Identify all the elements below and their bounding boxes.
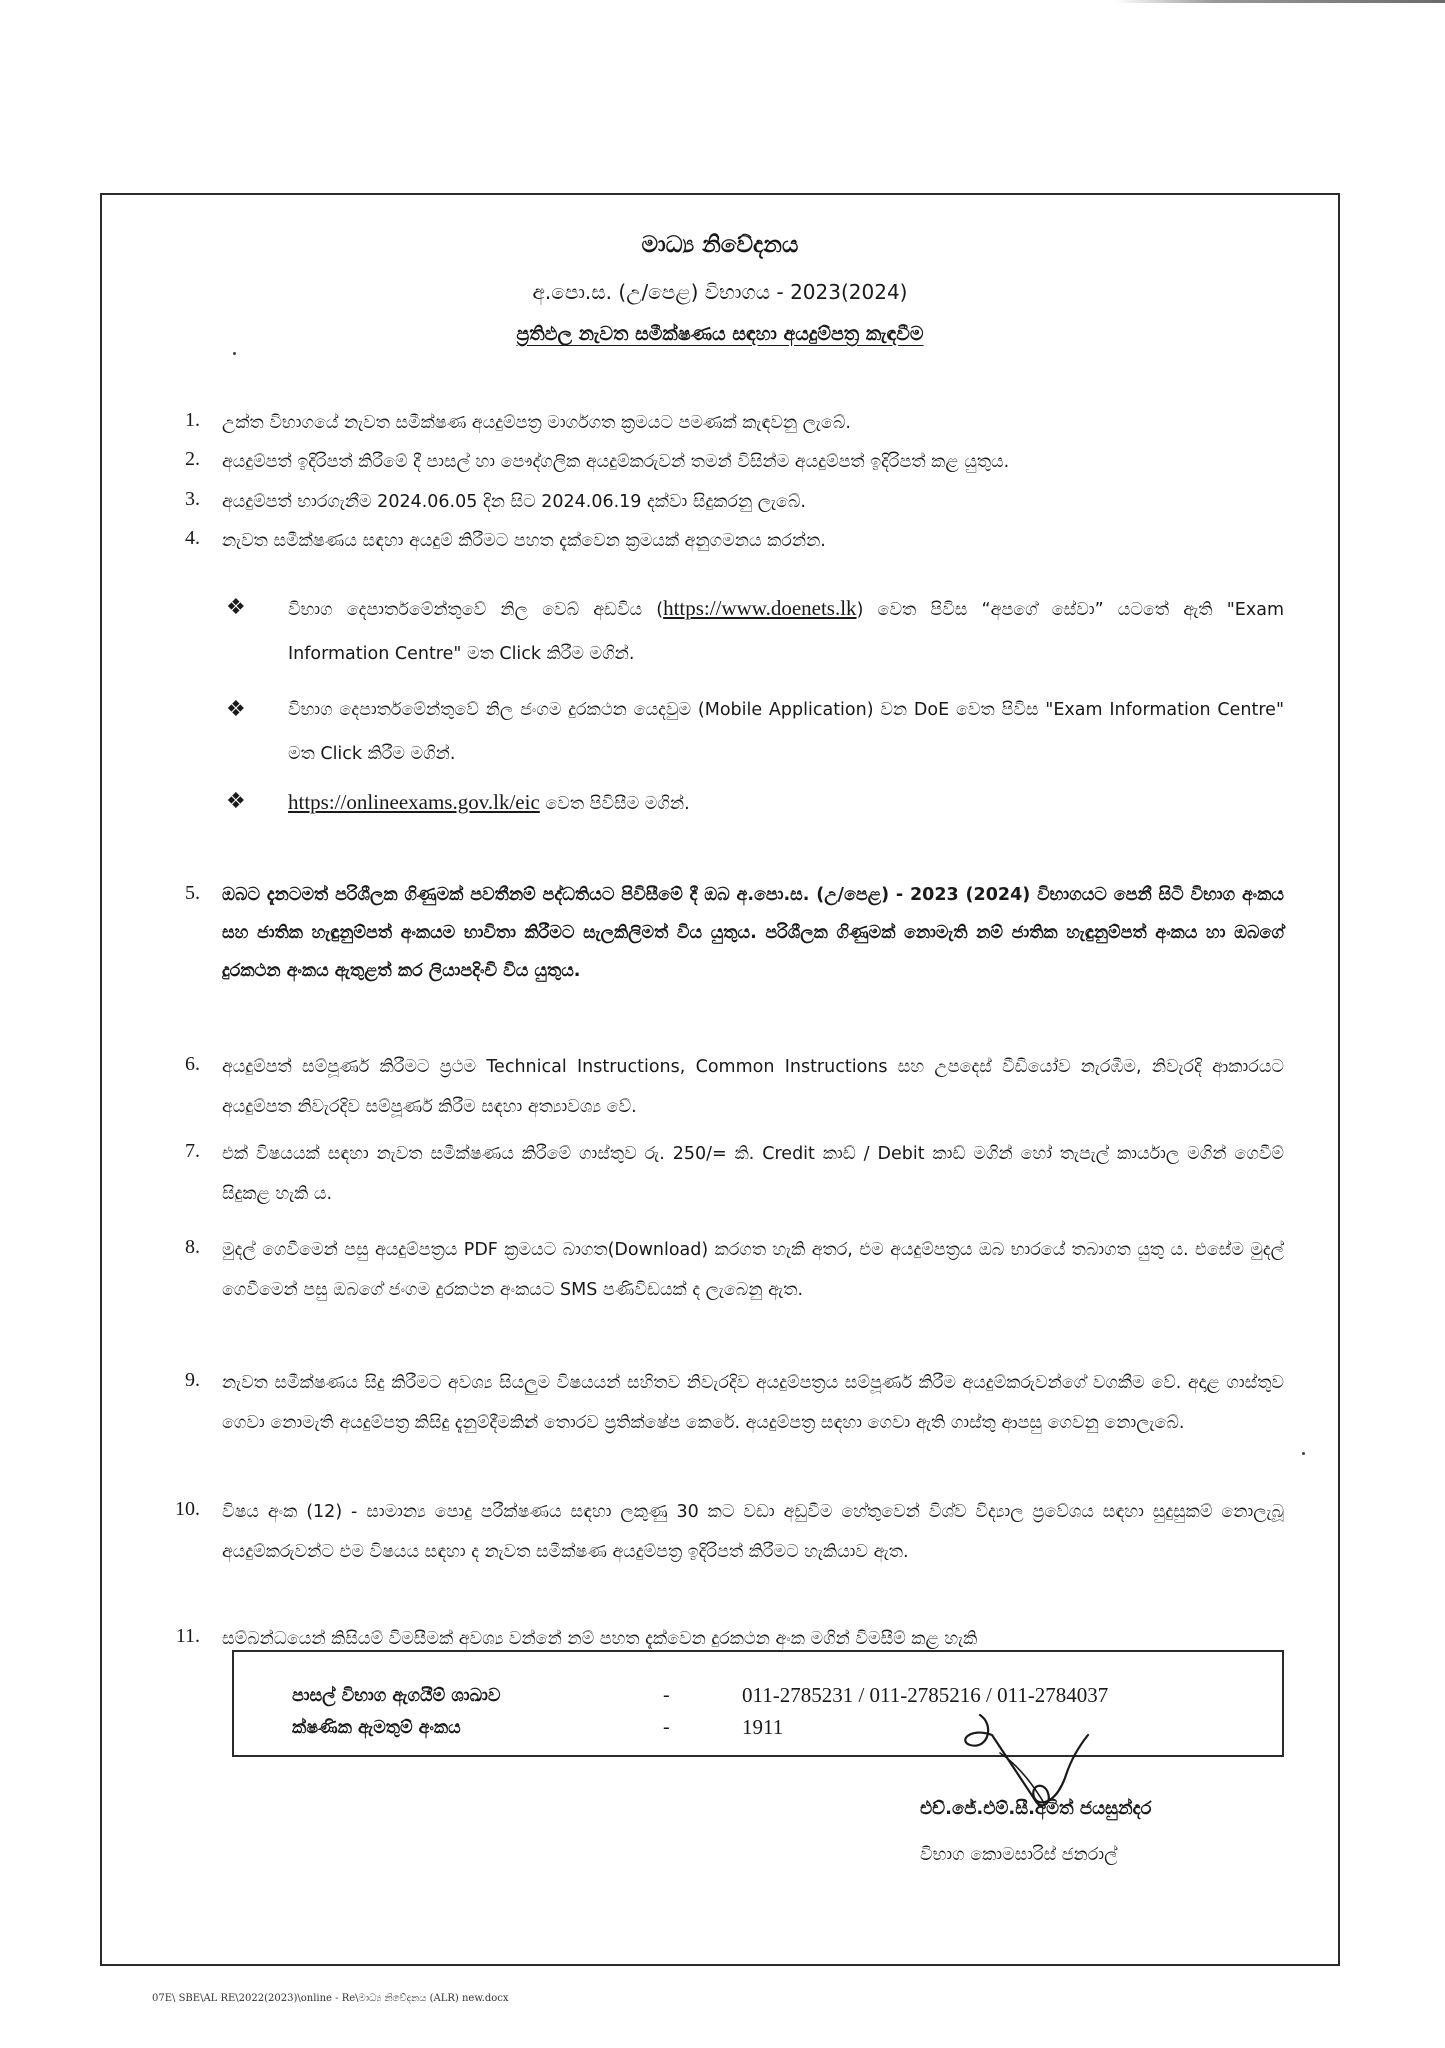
item-number: 9. [185,1369,200,1391]
contact-label: ක්ෂණික ඇමතුම් අංකය [292,1718,461,1738]
item-number: 7. [185,1140,200,1162]
contact-label: පාසල් විභාග ඇගයීම් ශාඛාව [292,1686,501,1706]
file-path-footer: 07E\ SBE\AL RE\2022(2023)\online - Re\මාධ්‍ය නිවේදනය (ALR) new.docx [152,1993,509,2004]
item-text: නැවත සමීක්ෂණය සඳහා අයදුම් කිරීමට පහත දැක්වෙන ක්‍රමයක් අනුගමනය කරන්න. [222,531,826,551]
item-number: 3. [185,488,200,510]
item-number: 1. [185,409,200,431]
notice-heading-text: ප්‍රතිඵල නැවත සමීක්ෂණය සඳහා අයදුම්පත්‍ර කැඳවීම [516,323,924,345]
item-number: 6. [185,1053,200,1075]
item-text: උක්ත විභාගයේ නැවත සමීක්ෂණ අයදුම්පත්‍ර මාර්ගගත ක්‍රමයට පමණක් කැඳවනු ලැබේ. [222,413,851,433]
bullet-text: ) වෙත පිවිස “අපගේ සේවා” යටතේ ඇති "Exam Information Centre" මත Click කිරීම මගින්. [288,600,1284,664]
item-text: නැවත සමීක්ෂණය සිදු කිරීමට අවශ්‍ය සියලුම විෂයයන් සහිතව නිවැරදිව අයදුම්පත්‍රය සම්පූර්ණ කිරීම අයදුම්කරුවන්ගේ වගකීම වේ. අදාළ ගාස්තුව ගෙවා නොමැති අයදුම්පත්‍ර කිසිදු දැනුම්දීමකින් තොරව ප්‍රතික්ෂේප කෙරේ. අයදුම්පත්‍ර සඳහා ගෙවා ඇති ගාස්තු ආපසු ගෙවනු නොලැබේ. [222,1373,1284,1433]
item-text: විෂය අංක (12) - සාමාන්‍ය පොදු පරීක්ෂණය සඳහා ලකුණු 30 කට වඩා අඩුවීම හේතුවෙන් විශ්ව විද්‍යාල ප්‍රවේශය සඳහා සුදුසුකම් නොලැබූ අයදුම්කරුවන්ට එම විෂයය සඳහා ද නැවත සමීක්ෂණ අයදුම්පත්‍ර ඉදිරිපත් කිරීමට හැකියාව ඇත. [222,1502,1284,1562]
item-number: 2. [185,448,200,470]
item-number: 8. [185,1236,200,1258]
hotline-number: 1911 [742,1715,784,1739]
contact-phone-numbers: 011-2785231 / 011-2785216 / 011-2784037 [742,1683,1109,1707]
item-number: 5. [185,882,200,904]
item-text: එක් විෂයයක් සඳහා නැවත සමීක්ෂණය කිරීමේ ගාස්තුව රු. 250/= කි. Credit කාඩ් / Debit කාඩ් මගින් හෝ තැපැල් කාර්යාල මගින් ගෙවීම් සිදුකළ හැකි ය. [222,1144,1284,1204]
bullet-item-online-exams [288,780,1284,826]
item-text: සම්බන්ධයෙන් කිසියම් විමසීමක් අවශ්‍ය වන්නේ නම් පහත දැක්වෙන දුරකථන අංක මගින් විමසීම් කළ හැකි [222,1629,978,1649]
signatory-title: විභාග කොමසාරිස් ජනරාල් [920,1845,1118,1865]
scan-speck [233,352,236,355]
contact-dash: - [663,1684,670,1706]
item-number: 10. [175,1498,200,1520]
scan-speck [1302,1452,1305,1455]
contact-dash: - [663,1716,670,1738]
bullet-item-website [288,586,1284,676]
bullet-icon: ❖ [226,595,246,620]
bullet-text: විභාග දෙපාර්තමේන්තුවේ නිල වෙබ් අඩවිය ( [288,600,664,620]
bullet-item-mobile-app: විභාග දෙපාර්තමේන්තුවේ නිල ජංගම දුරකථන යෙදවුම (Mobile Application) වන DoE වෙත පිවිස "Exam Information Centre" මත Click කිරීම මගින්. [288,700,1284,764]
item-text: අයදුම්පත් භාරගැනීම 2024.06.05 දින සිට 2024.06.19 දක්වා සිදුකරනු ලැබේ. [222,492,806,512]
item-text: අයදුම්පත් සම්පූර්ණ කිරීමට ප්‍රථම Technical Instructions, Common Instructions සහ උපදෙස් වීඩියෝව නැරඹීම, නිවැරදි ආකාරයට අයදුම්පත නිවැරදිව සම්පූර්ණ කිරීම සඳහා අත්‍යාවශ්‍ය වේ. [222,1057,1284,1117]
item-text: ඔබට දැනටමත් පරිශීලක ගිණුමක් පවතීනම් පද්ධතියට පිවිසීමේ දී ඔබ අ.පො.ස. (උ/පෙළ) - 2023 (2024) විභාගයට පෙනී සිටි විභාග අංකය සහ ජාතික හැඳුනුම්පත් අංකයම භාවිතා කිරීමට සැලකිලිමත් විය යුතුය. පරිශීලක ගිණුමක් නොමැති නම් ජාතික හැඳුනුම්පත් අංකය හා ඔබගේ දුරකථන අංකය ඇතුළත් කර ලියාපදිංචි විය යුතුය. [222,885,1284,981]
bullet-icon: ❖ [226,789,246,814]
signatory-name: එච්.ජේ.එම්.සී.අමිත් ජයසුන්දර [920,1798,1152,1819]
onlineexams-link[interactable]: https://onlineexams.gov.lk/eic [288,790,540,814]
page-title: මාධ්‍ය නිවේදනය [641,232,799,258]
bullet-text: වෙත පිවිසීම මගින්. [539,794,690,814]
notice-heading [100,323,1340,345]
item-number: 11. [175,1625,200,1647]
doenets-link[interactable]: https://www.doenets.lk [663,596,857,620]
item-text: මුදල් ගෙවීමෙන් පසු අයදුම්පත්‍රය PDF ක්‍රමයට බාගත(Download) කරගත හැකි අතර, එම අයදුම්පත්‍රය ඔබ භාරයේ තබාගත යුතු ය. එසේම මුදල් ගෙවීමෙන් පසු ඔබගේ ජංගම දුරකථන අංකයට SMS පණිවිඩයක් ද ලැබෙනු ඇත. [222,1240,1284,1300]
item-text: අයදුම්පත් ඉදිරිපත් කිරීමේ දී පාසල් හා පෞද්ගලික අයදුම්කරුවන් තමන් විසින්ම අයදුම්පත් ඉදිරිපත් කළ යුතුය. [222,452,1010,472]
exam-subtitle: අ.පො.ස. (උ/පෙළ) විභාගය - 2023(2024) [532,280,908,304]
scan-artifact-line [1115,0,1445,3]
item-number: 4. [185,527,200,549]
bullet-icon: ❖ [226,697,246,722]
